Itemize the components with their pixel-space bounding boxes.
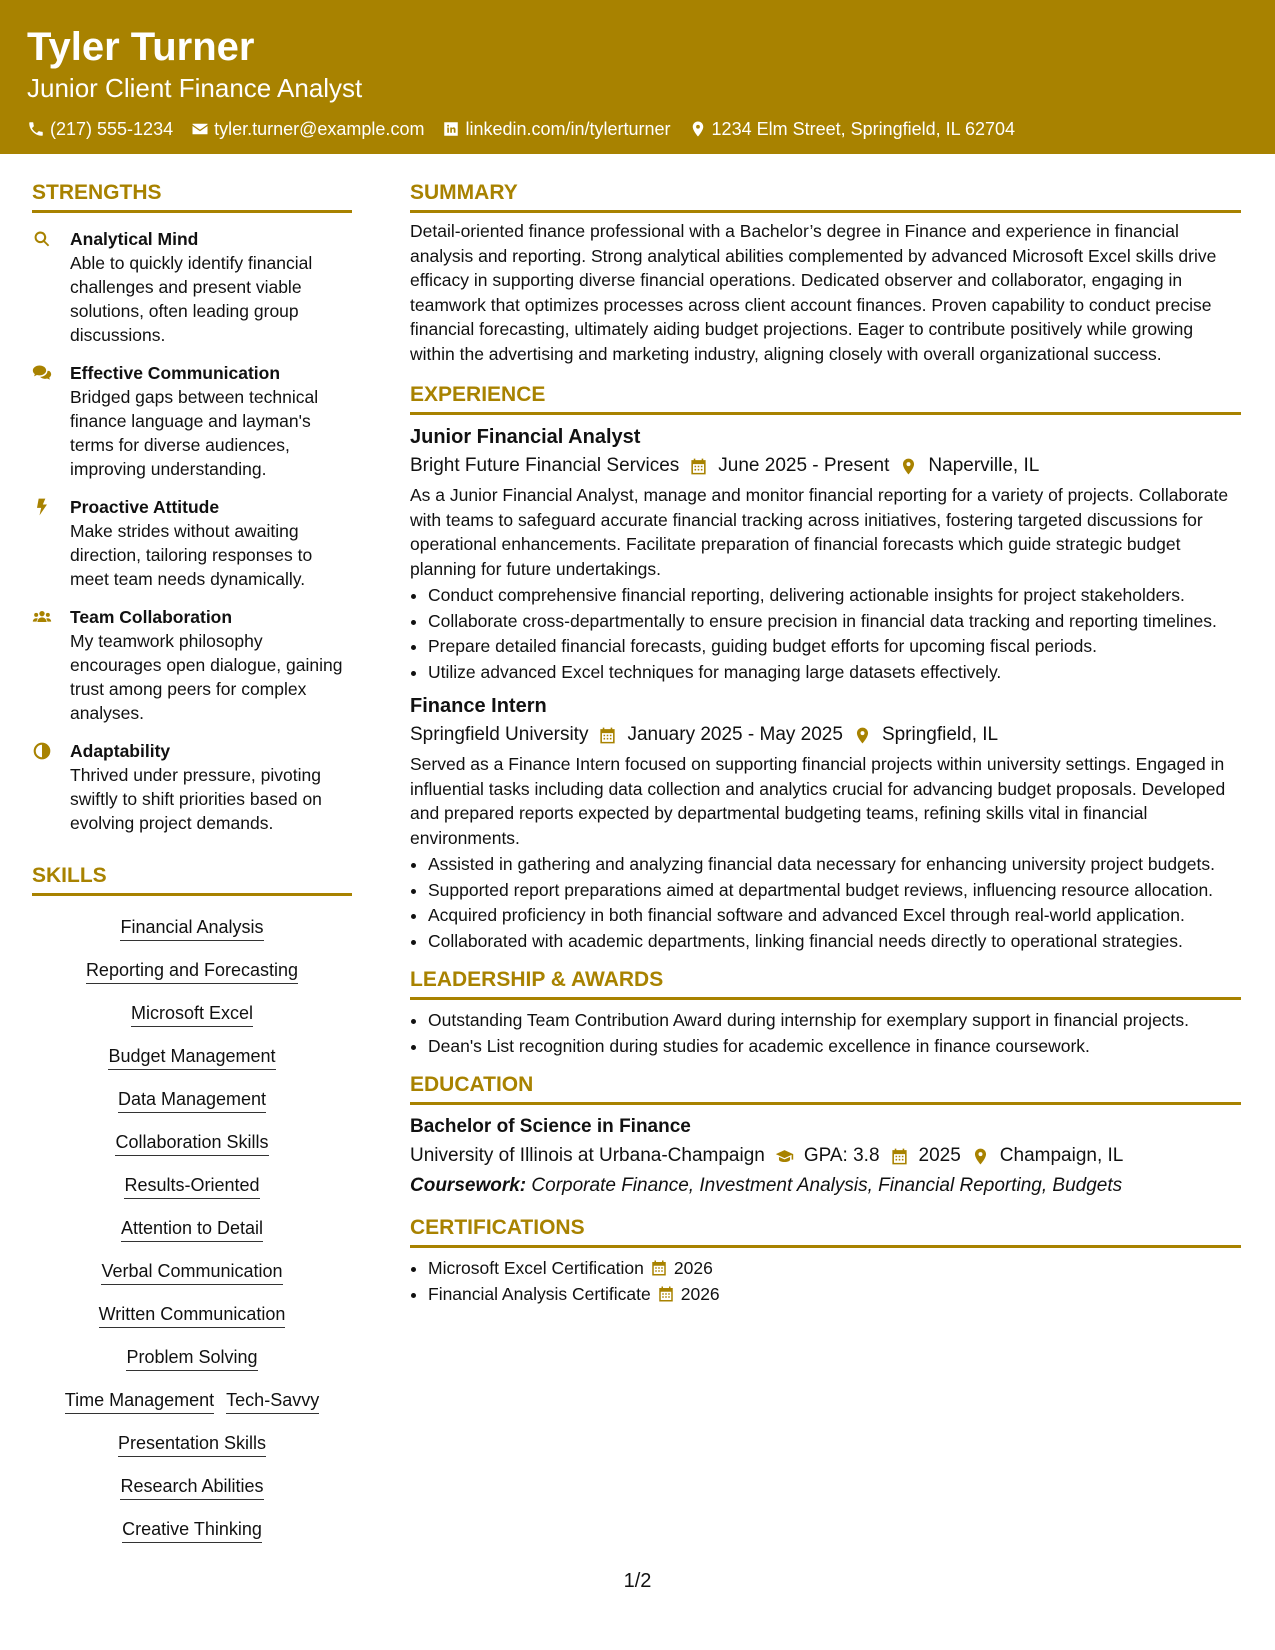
job-location: Springfield, IL (881, 724, 999, 745)
job-bullets (410, 583, 1241, 684)
summary-heading: SUMMARY (410, 180, 1241, 213)
map-marker-icon (899, 457, 918, 476)
envelope-icon (191, 120, 209, 138)
skill-tag: Presentation Skills (118, 1430, 266, 1457)
skill-tag: Problem Solving (126, 1344, 257, 1371)
list-item: • Collaborated with academic departments, linking financial needs directly to operational strategies. (428, 929, 1241, 954)
candidate-name: Tyler Turner (27, 25, 255, 69)
certifications-list (410, 1256, 1241, 1306)
certification-item (428, 1282, 1241, 1307)
linkedin-icon (442, 120, 460, 138)
map-marker-icon (689, 120, 707, 138)
summary-text: Detail-oriented finance professional with a Bachelor’s degree in Finance and experience in financial analysis and reporting. Strong analytical abilities complemented by advanced Microsoft Excel skills drive efficacy in supporting diverse financial operations. Dedicated observer and collaborator, engaging in teamwork that optimizes processes across client account finances. Proven capability to conduct precise financial forecasting, ultimately aiding budget projections. Eager to contribute positively while growing within the advertising and marketing industry, aligning closely with overall organizational success. (410, 221, 1217, 364)
list-item: • Utilize advanced Excel techniques for managing large datasets effectively. (428, 660, 1241, 685)
calendar-icon (598, 726, 617, 745)
candidate-title: Junior Client Finance Analyst (27, 73, 363, 103)
calendar-icon (689, 457, 708, 476)
coursework-label: Coursework: (410, 1175, 527, 1196)
contact-email[interactable] (191, 118, 424, 140)
job-dates: January 2025 - May 2025 (627, 724, 843, 745)
right-column (410, 154, 1241, 1551)
list-item: • Assisted in gathering and analyzing financial data necessary for enhancing university project budgets. (428, 852, 1241, 877)
contact-bar (27, 118, 1248, 140)
list-item: • Acquired proficiency in both financial software and advanced Excel through real-world application. (428, 903, 1241, 928)
job-meta (410, 720, 1241, 750)
skills-list (32, 896, 352, 1551)
map-marker-icon (971, 1147, 990, 1166)
users-icon (32, 607, 52, 627)
phone-text: (217) 555-1234 (50, 119, 174, 139)
list-item: • Outstanding Team Contribution Award during internship for exemplary support in financial projects. (428, 1008, 1241, 1033)
certification-name: • Microsoft Excel Certification (428, 1258, 644, 1278)
resume-header (0, 0, 1275, 154)
skill-tag: Written Communication (99, 1301, 286, 1328)
contact-address (689, 118, 1016, 140)
strength-desc: Bridged gaps between technical finance language and layman's terms for diverse audiences, improving understanding. (70, 387, 319, 479)
strength-item (32, 495, 352, 591)
strength-title: Analytical Mind (70, 229, 199, 249)
strength-desc: Thrived under pressure, pivoting swiftly to shift priorities based on evolving project demands. (70, 765, 322, 833)
comments-icon (32, 363, 52, 383)
skill-tag: Budget Management (108, 1043, 275, 1070)
job-dates: June 2025 - Present (718, 455, 890, 476)
skills-heading: SKILLS (32, 863, 352, 896)
bolt-icon (32, 497, 52, 517)
strengths-heading: STRENGTHS (32, 180, 352, 213)
graduation-cap-icon (775, 1147, 794, 1166)
skill-tag: Attention to Detail (121, 1215, 263, 1242)
linkedin-text: linkedin.com/in/tylerturner (465, 119, 671, 139)
job-desc: Served as a Finance Intern focused on supporting financial projects within university settings. Engaged in influential tasks including data collection and analytics crucial for advancing budget proposals. Developed and prepared reports expected by departmental budgeting teams, refining skills vital in financial environments. (410, 754, 1226, 848)
strength-item (32, 739, 352, 835)
skill-tag: Reporting and Forecasting (86, 957, 298, 984)
email-text: tyler.turner@example.com (214, 119, 425, 139)
list-item: • Conduct comprehensive financial reporting, delivering actionable insights for project stakeholders. (428, 583, 1241, 608)
strength-desc: Make strides without awaiting direction, tailoring responses to meet team needs dynamically. (70, 521, 313, 589)
half-circle-icon (32, 741, 52, 761)
degree-title: Bachelor of Science in Finance (410, 1116, 691, 1137)
calendar-icon (657, 1285, 675, 1303)
skill-tag: Collaboration Skills (115, 1129, 268, 1156)
job-entry (410, 423, 1241, 684)
leadership-heading: LEADERSHIP & AWARDS (410, 967, 1241, 1000)
job-desc: As a Junior Financial Analyst, manage and monitor financial reporting for a variety of projects. Collaborate with teams to safeguard accurate financial tracking across initiatives, fostering targeted discussions for operational enhancements. Facilitate preparation of financial forecasts which guide strategic budget planning for future undertakings. (410, 485, 1229, 579)
map-marker-icon (853, 726, 872, 745)
company-name: Springfield University (410, 724, 589, 745)
skill-tag: Microsoft Excel (131, 1000, 253, 1027)
search-icon (32, 229, 52, 249)
skill-tag: Research Abilities (120, 1473, 263, 1500)
job-entry (410, 692, 1241, 953)
graduation-year: 2025 (918, 1145, 961, 1166)
job-title: Junior Financial Analyst (410, 426, 641, 448)
coursework (410, 1171, 1241, 1201)
strength-title: Adaptability (70, 741, 171, 761)
job-bullets (410, 852, 1241, 953)
leadership-list (410, 1008, 1241, 1058)
strength-desc: My teamwork philosophy encourages open dialogue, gaining trust among peers for complex analyses. (70, 631, 343, 723)
left-column (32, 154, 352, 1551)
gpa-text: GPA: 3.8 (803, 1145, 880, 1166)
strength-title: Effective Communication (70, 363, 281, 383)
skill-tag: Time Management (65, 1387, 214, 1414)
content-columns (0, 154, 1275, 1551)
strength-item (32, 227, 352, 347)
page-number: 1/2 (623, 1570, 652, 1592)
school-location: Champaign, IL (999, 1145, 1124, 1166)
address-text: 1234 Elm Street, Springfield, IL 62704 (711, 119, 1016, 139)
list-item: • Prepare detailed financial forecasts, guiding budget efforts for upcoming fiscal periods. (428, 634, 1241, 659)
phone-icon (27, 120, 45, 138)
list-item: • Dean's List recognition during studies for academic excellence in finance coursework. (428, 1034, 1241, 1059)
skill-tag: Verbal Communication (101, 1258, 282, 1285)
calendar-icon (650, 1259, 668, 1277)
list-item: • Collaborate cross-departmentally to ensure precision in financial data tracking and reporting timelines. (428, 609, 1241, 634)
company-name: Bright Future Financial Services (410, 455, 680, 476)
education-meta (410, 1141, 1241, 1171)
contact-phone[interactable] (27, 118, 173, 140)
calendar-icon (890, 1147, 909, 1166)
skill-tag: Results-Oriented (124, 1172, 259, 1199)
strength-title: Proactive Attitude (70, 497, 220, 517)
strength-desc: Able to quickly identify financial challenges and present viable solutions, often leading group discussions. (70, 253, 313, 345)
list-item: • Supported report preparations aimed at departmental budget reviews, influencing resource allocation. (428, 878, 1241, 903)
job-location: Naperville, IL (928, 455, 1040, 476)
certifications-heading: CERTIFICATIONS (410, 1215, 1241, 1248)
certification-item (428, 1256, 1241, 1281)
skill-tag: Tech-Savvy (226, 1387, 319, 1414)
experience-heading: EXPERIENCE (410, 382, 1241, 415)
job-meta (410, 451, 1241, 481)
skill-tag: Creative Thinking (122, 1516, 262, 1543)
coursework-text: Corporate Finance, Investment Analysis, Financial Reporting, Budgets (531, 1175, 1123, 1196)
strength-item (32, 605, 352, 725)
contact-linkedin[interactable] (442, 118, 670, 140)
school-name: University of Illinois at Urbana-Champaign (410, 1145, 765, 1166)
job-title: Finance Intern (410, 695, 547, 717)
education-heading: EDUCATION (410, 1072, 1241, 1105)
skill-tag: Financial Analysis (120, 914, 263, 941)
strength-item (32, 361, 352, 481)
skill-tag: Data Management (118, 1086, 266, 1113)
certification-year: 2026 (680, 1283, 720, 1304)
certification-name: • Financial Analysis Certificate (428, 1283, 651, 1304)
strength-title: Team Collaboration (70, 607, 233, 627)
certification-year: 2026 (673, 1258, 713, 1278)
